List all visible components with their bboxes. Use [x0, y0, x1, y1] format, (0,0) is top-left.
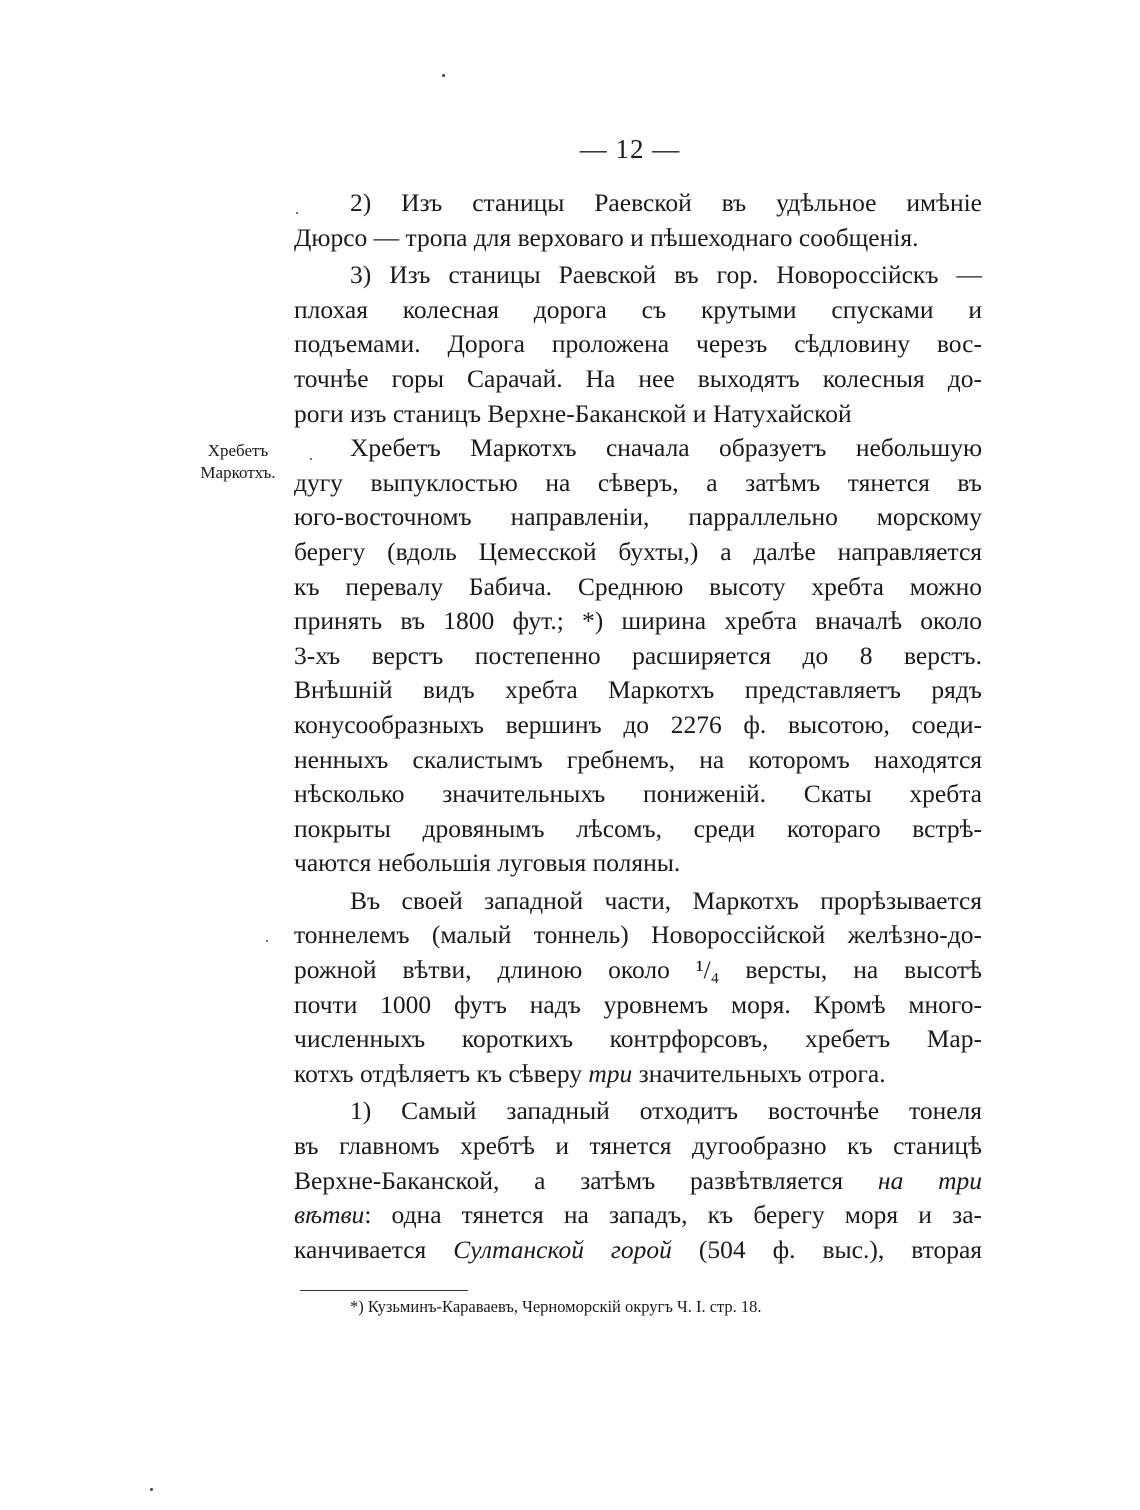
print-speck [266, 940, 268, 942]
page-number: — 12 — [579, 134, 681, 164]
text-segment: значительныхъ отрога. [632, 1058, 886, 1088]
text-line [294, 1233, 982, 1268]
print-speck [442, 74, 445, 77]
text-line: подъемами. Дорога проложена черезъ сѣдловину вос- [294, 329, 982, 359]
italic-text: на три [877, 1165, 982, 1195]
text-line: Въ своей западной части, Маркотхъ прорѣзывается [350, 885, 982, 915]
text-line: покрыты дровянымъ лѣсомъ, среди котораго встрѣ- [294, 813, 982, 843]
text-line: Хребетъ Маркотхъ сначала образуетъ небольшую [350, 433, 982, 463]
text-line [294, 1164, 982, 1199]
text-segment: Верхне-Баканской, а затѣмъ развѣтвляется [294, 1165, 878, 1195]
text-line: ненныхъ скалистымъ гребнемъ, на которомъ находятся [294, 744, 982, 774]
body-text [294, 186, 982, 1267]
text-line [294, 1198, 982, 1233]
italic-text: вѣтви [294, 1200, 365, 1230]
text-line: плохая колесная дорога съ крутыми спусками и [294, 294, 982, 324]
text-line: въ главномъ хребтѣ и тянется дугообразно къ станицѣ [294, 1131, 982, 1161]
text-line: точнѣе горы Сарачай. На нее выходятъ колесныя до- [294, 363, 982, 393]
text-segment: котхъ отдѣляетъ къ сѣверу [294, 1058, 589, 1088]
text-line [294, 1057, 982, 1092]
text-segment: : одна тянется на западъ, къ берегу моря и за- [364, 1200, 982, 1230]
italic-text: Султанской горой [453, 1234, 672, 1264]
text-segment: канчивается [294, 1234, 454, 1264]
text-line: почти 1000 футъ надъ уровнемъ моря. Кромѣ много- [294, 989, 982, 1019]
print-speck [150, 1488, 153, 1491]
text-line: конусообразныхъ вершинъ до 2276 ф. высотою, соеди- [294, 709, 982, 739]
text-line: нѣсколько значительныхъ пониженій. Скаты хребта [294, 779, 982, 809]
text-segment: (504 ф. выс.), вторая [671, 1234, 982, 1264]
text-line: численныхъ короткихъ контрфорсовъ, хребетъ Мар- [294, 1024, 982, 1054]
text-line: 2) Изъ станицы Раевской въ удѣльное имѣніе [350, 188, 982, 217]
text-line: къ перевалу Бабича. Среднюю высоту хребта можно [294, 571, 982, 601]
print-speck [310, 458, 312, 460]
text-line: Внѣшній видъ хребта Маркотхъ представляетъ рядъ [294, 675, 982, 705]
text-line: роги изъ станицъ Верхне-Баканской и Натухайской [294, 398, 852, 428]
footnote-divider [300, 1290, 468, 1291]
print-speck [296, 212, 298, 214]
margin-note-line: Хребетъ [207, 441, 269, 460]
text-line: дугу выпуклостью на сѣверъ, а затѣмъ тянется въ [294, 467, 982, 497]
margin-note [186, 440, 290, 484]
text-line: берегу (вдоль Цемесской бухты,) а далѣе направляется [294, 536, 982, 566]
text-line: чаются небольшія луговыя поляны. [294, 848, 681, 878]
text-line: 3-хъ верстъ постепенно расширяется до 8 верстъ. [294, 640, 982, 670]
text-line: юго-восточномъ направленіи, парраллельно морскому [294, 502, 982, 532]
text-line: 1) Самый западный отходитъ восточнѣе тонеля [350, 1096, 982, 1126]
italic-text: три [588, 1058, 633, 1088]
footnote: *) Кузьминъ-Караваевъ, Черноморскій округъ Ч. I. стр. 18. [350, 1297, 762, 1316]
margin-note-line: Маркотхъ. [200, 463, 276, 482]
text-line: тоннелемъ (малый тоннель) Новороссійской желѣзно-до- [294, 920, 982, 950]
text-line: 3) Изъ станицы Раевской въ гор. Новороссійскъ — [350, 260, 982, 290]
text-line: Дюрсо — тропа для верховаго и пѣшеходнаго сообщенія. [294, 222, 919, 252]
text-line: принять въ 1800 фут.; *) ширина хребта вначалѣ около [294, 606, 982, 636]
text-line: рожной вѣтви, длиною около ¹/₄ версты, на высотѣ [294, 955, 982, 985]
